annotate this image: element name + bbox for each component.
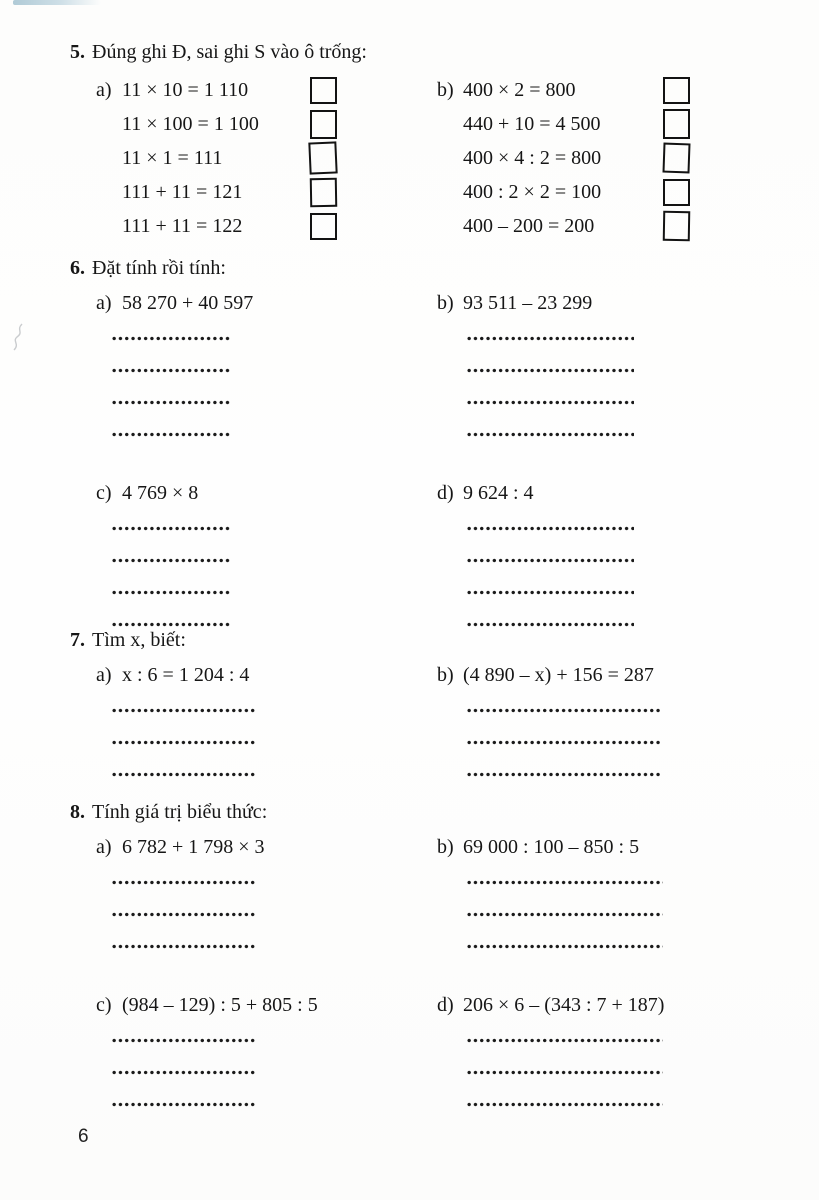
exercise-6-heading (70, 254, 819, 282)
answer-line (111, 912, 257, 917)
equation (437, 79, 576, 102)
exercise-number: 7. (70, 629, 85, 651)
equation-row (96, 107, 337, 141)
exercise-5-column-b (437, 73, 690, 243)
answer-line (111, 708, 257, 713)
expression-text: (4 890 – x) + 156 = 287 (463, 664, 654, 686)
part-prefix: c) (96, 994, 112, 1016)
problem-label (96, 993, 437, 1017)
problem-label (96, 663, 437, 687)
answer-line (466, 1102, 663, 1107)
equation-row (96, 209, 337, 243)
exercise-8-row-cd (96, 993, 819, 1134)
exercise-5-column-a (96, 73, 337, 243)
answer-line (111, 1070, 257, 1075)
answer-area (437, 880, 819, 949)
part-prefix: c) (96, 482, 112, 504)
equation-row (437, 107, 690, 141)
exercise-5 (0, 38, 819, 243)
equation-text: 440 + 10 = 4 500 (463, 112, 601, 135)
equation (437, 147, 601, 170)
equation-row (437, 73, 690, 107)
part-prefix: a) (96, 664, 112, 686)
answer-checkbox (662, 143, 690, 174)
problem-label (437, 291, 819, 315)
equation-row (437, 209, 690, 243)
problem-part-d (437, 993, 819, 1134)
answer-area (437, 526, 819, 627)
equation-text: 111 + 11 = 121 (122, 180, 243, 203)
equation-text: 11 × 10 = 1 110 (122, 78, 249, 101)
answer-line (111, 400, 232, 405)
part-prefix: a) (96, 292, 112, 314)
problem-label (96, 291, 437, 315)
exercise-number: 8. (70, 801, 85, 823)
answer-area (437, 336, 819, 437)
answer-line (111, 1102, 257, 1107)
answer-line (466, 1070, 663, 1075)
equation (96, 79, 248, 102)
exercise-title: Tìm x, biết: (92, 629, 186, 651)
expression-text: 4 769 × 8 (122, 482, 199, 504)
expression-text: 206 × 6 – (343 : 7 + 187) (463, 994, 665, 1016)
problem-label (96, 835, 437, 859)
answer-line (111, 336, 232, 341)
problem-part-b (437, 663, 819, 804)
exercise-title: Tính giá trị biểu thức: (92, 801, 268, 823)
equation-text: 11 × 1 = 111 (122, 146, 223, 169)
answer-checkbox (310, 77, 337, 104)
answer-area (96, 708, 437, 777)
answer-line (466, 880, 663, 885)
problem-part-c (96, 993, 437, 1134)
equation-text: 400 : 2 × 2 = 100 (463, 180, 602, 203)
exercise-8 (0, 798, 819, 1134)
item-prefix: b) (437, 78, 454, 101)
answer-line (111, 432, 232, 437)
expression-text: 9 624 : 4 (463, 482, 534, 504)
exercise-title: Đặt tính rồi tính: (92, 257, 226, 279)
scan-smudge-top (13, 0, 101, 5)
problem-part-a (96, 835, 437, 976)
equation (96, 113, 259, 136)
answer-line (111, 944, 257, 949)
exercise-number: 6. (70, 257, 85, 279)
answer-checkbox (663, 77, 690, 104)
exercise-8-heading (70, 798, 819, 826)
problem-label (437, 663, 819, 687)
answer-line (466, 944, 663, 949)
equation (437, 215, 594, 238)
exercise-6 (0, 254, 819, 654)
answer-checkbox (663, 109, 690, 139)
answer-line (466, 590, 634, 595)
exercise-title: Đúng ghi Đ, sai ghi S vào ô trống: (92, 41, 367, 63)
answer-line (466, 912, 663, 917)
exercise-5-heading (70, 38, 819, 66)
exercise-5-body (96, 73, 819, 243)
problem-part-b (437, 835, 819, 976)
exercise-6-row-ab (96, 291, 819, 464)
answer-line (111, 368, 232, 373)
equation-row (96, 175, 337, 209)
answer-checkbox (663, 211, 691, 241)
problem-part-b (437, 291, 819, 464)
equation-text: 400 × 4 : 2 = 800 (463, 146, 602, 169)
answer-line (466, 400, 634, 405)
answer-checkbox (310, 213, 337, 240)
answer-checkbox (308, 141, 337, 174)
answer-line (111, 526, 232, 531)
answer-line (111, 590, 232, 595)
expression-text: 6 782 + 1 798 × 3 (122, 836, 265, 858)
answer-line (466, 526, 634, 531)
page-number: 6 (78, 1126, 89, 1147)
part-prefix: d) (437, 994, 454, 1016)
expression-text: (984 – 129) : 5 + 805 : 5 (122, 994, 318, 1016)
answer-area (96, 880, 437, 949)
answer-area (437, 1038, 819, 1107)
equation (437, 181, 601, 204)
answer-area (96, 336, 437, 437)
exercise-number: 5. (70, 41, 85, 63)
expression-text: 58 270 + 40 597 (122, 292, 254, 314)
answer-line (466, 368, 634, 373)
part-prefix: b) (437, 292, 454, 314)
equation (437, 113, 601, 136)
answer-line (111, 558, 232, 563)
answer-line (111, 880, 257, 885)
answer-line (466, 772, 662, 777)
expression-text: x : 6 = 1 204 : 4 (122, 664, 250, 686)
exercise-7-heading (70, 626, 819, 654)
part-prefix: a) (96, 836, 112, 858)
answer-checkbox (663, 179, 690, 206)
problem-part-a (96, 663, 437, 804)
answer-line (466, 432, 634, 437)
equation (96, 215, 242, 238)
answer-line (466, 708, 662, 713)
answer-line (466, 740, 662, 745)
equation-row (96, 73, 337, 107)
exercise-8-row-ab (96, 835, 819, 976)
equation-text: 111 + 11 = 122 (122, 214, 243, 237)
equation (96, 147, 222, 170)
expression-text: 93 511 – 23 299 (463, 292, 593, 314)
equation-row (437, 175, 690, 209)
equation (96, 181, 242, 204)
problem-label (437, 835, 819, 859)
answer-checkbox (310, 177, 338, 206)
exercise-7-row-ab (96, 663, 819, 804)
answer-line (466, 558, 634, 563)
problem-label (96, 481, 437, 505)
answer-line (466, 336, 634, 341)
part-prefix: b) (437, 664, 454, 686)
item-prefix: a) (96, 78, 112, 101)
equation-text: 400 × 2 = 800 (463, 78, 576, 101)
equation-row (437, 141, 690, 175)
part-prefix: d) (437, 482, 454, 504)
exercise-7 (0, 626, 819, 804)
equation-text: 11 × 100 = 1 100 (122, 112, 259, 135)
answer-area (96, 526, 437, 627)
answer-line (111, 740, 257, 745)
problem-label (437, 481, 819, 505)
problem-label (437, 993, 819, 1017)
answer-line (111, 772, 257, 777)
answer-line (466, 1038, 663, 1043)
part-prefix: b) (437, 836, 454, 858)
answer-area (437, 708, 819, 777)
answer-area (96, 1038, 437, 1107)
equation-text: 400 – 200 = 200 (463, 214, 595, 237)
answer-line (111, 1038, 257, 1043)
expression-text: 69 000 : 100 – 850 : 5 (463, 836, 640, 858)
equation-row (96, 141, 337, 175)
problem-part-a (96, 291, 437, 464)
answer-checkbox (310, 110, 337, 139)
